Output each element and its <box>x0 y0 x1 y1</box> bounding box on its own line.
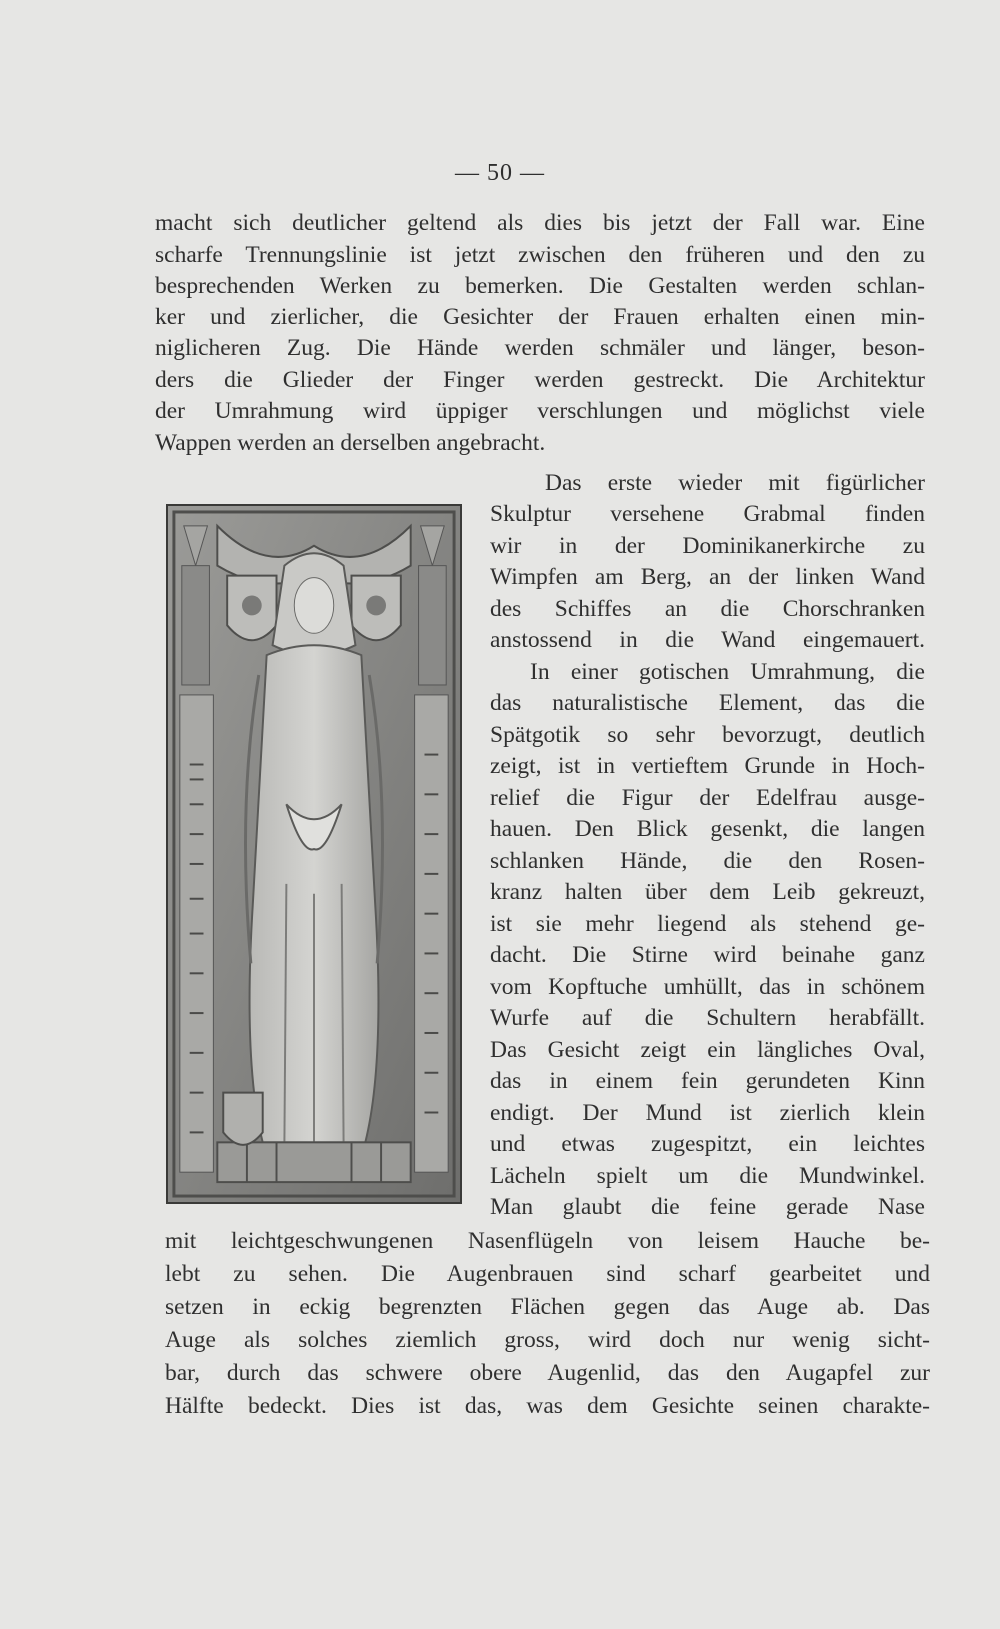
text-line: hauen. Den Blick gesenkt, die langen <box>490 816 925 842</box>
text-line: ders die Glieder der Finger werden gestreckt. Die Architektur <box>155 367 925 393</box>
text-line: macht sich deutlicher geltend als dies bis jetzt der Fall war. Eine <box>155 210 925 236</box>
text-line: und etwas zugespitzt, ein leichtes <box>490 1131 925 1157</box>
text-line: lebt zu sehen. Die Augenbrauen sind scharf gearbeitet und <box>165 1261 930 1287</box>
text-line: Das erste wieder mit figürlicher <box>545 470 925 496</box>
text-line: scharfe Trennungslinie ist jetzt zwischen den früheren und den zu <box>155 242 925 268</box>
tomb-relief-illustration <box>168 506 460 1202</box>
text-line: der Umrahmung wird üppiger verschlungen und möglichst viele <box>155 398 925 424</box>
text-line: Auge als solches ziemlich gross, wird doch nur wenig sicht- <box>165 1327 930 1353</box>
text-line: Spätgotik so sehr bevorzugt, deutlich <box>490 722 925 748</box>
text-line: relief die Figur der Edelfrau ausge- <box>490 785 925 811</box>
text-line: wir in der Dominikanerkirche zu <box>490 533 925 559</box>
text-line: Lächeln spielt um die Mundwinkel. <box>490 1163 925 1189</box>
text-line: bar, durch das schwere obere Augenlid, das den Augapfel zur <box>165 1360 930 1386</box>
text-line: Das Gesicht zeigt ein längliches Oval, <box>490 1037 925 1063</box>
page-number: — 50 — <box>455 160 545 186</box>
text-line: Skulptur versehene Grabmal finden <box>490 501 925 527</box>
text-line: Hälfte bedeckt. Dies ist das, was dem Gesichte seinen charakte- <box>165 1393 930 1419</box>
text-line: das naturalistische Element, das die <box>490 690 925 716</box>
text-line: niglicheren Zug. Die Hände werden schmäler und länger, beson- <box>155 335 925 361</box>
text-line: dacht. Die Stirne wird beinahe ganz <box>490 942 925 968</box>
text-line: zeigt, ist in vertieftem Grunde in Hoch- <box>490 753 925 779</box>
text-line: schlanken Hände, die den Rosen- <box>490 848 925 874</box>
text-line: kranz halten über dem Leib gekreuzt, <box>490 879 925 905</box>
text-line: anstossend in die Wand eingemauert. <box>490 627 925 653</box>
text-line: In einer gotischen Umrahmung, die <box>530 659 925 685</box>
text-line: endigt. Der Mund ist zierlich klein <box>490 1100 925 1126</box>
text-line: besprechenden Werken zu bemerken. Die Gestalten werden schlan- <box>155 273 925 299</box>
text-line: vom Kopftuche umhüllt, das in schönem <box>490 974 925 1000</box>
tomb-relief-image <box>166 504 462 1204</box>
text-line: des Schiffes an die Chorschranken <box>490 596 925 622</box>
text-line: mit leichtgeschwungenen Nasenflügeln von leisem Hauche be- <box>165 1228 930 1254</box>
text-line: Wurfe auf die Schultern herabfällt. <box>490 1005 925 1031</box>
text-line: Wimpfen am Berg, an der linken Wand <box>490 564 925 590</box>
text-line: Wappen werden an derselben angebracht. <box>155 430 546 456</box>
text-line: setzen in eckig begrenzten Flächen gegen das Auge ab. Das <box>165 1294 930 1320</box>
text-line: das in einem fein gerundeten Kinn <box>490 1068 925 1094</box>
text-line: Man glaubt die feine gerade Nase <box>490 1194 925 1220</box>
text-line: ist sie mehr liegend als stehend ge- <box>490 911 925 937</box>
text-line: ker und zierlicher, die Gesichter der Frauen erhalten einen min- <box>155 304 925 330</box>
